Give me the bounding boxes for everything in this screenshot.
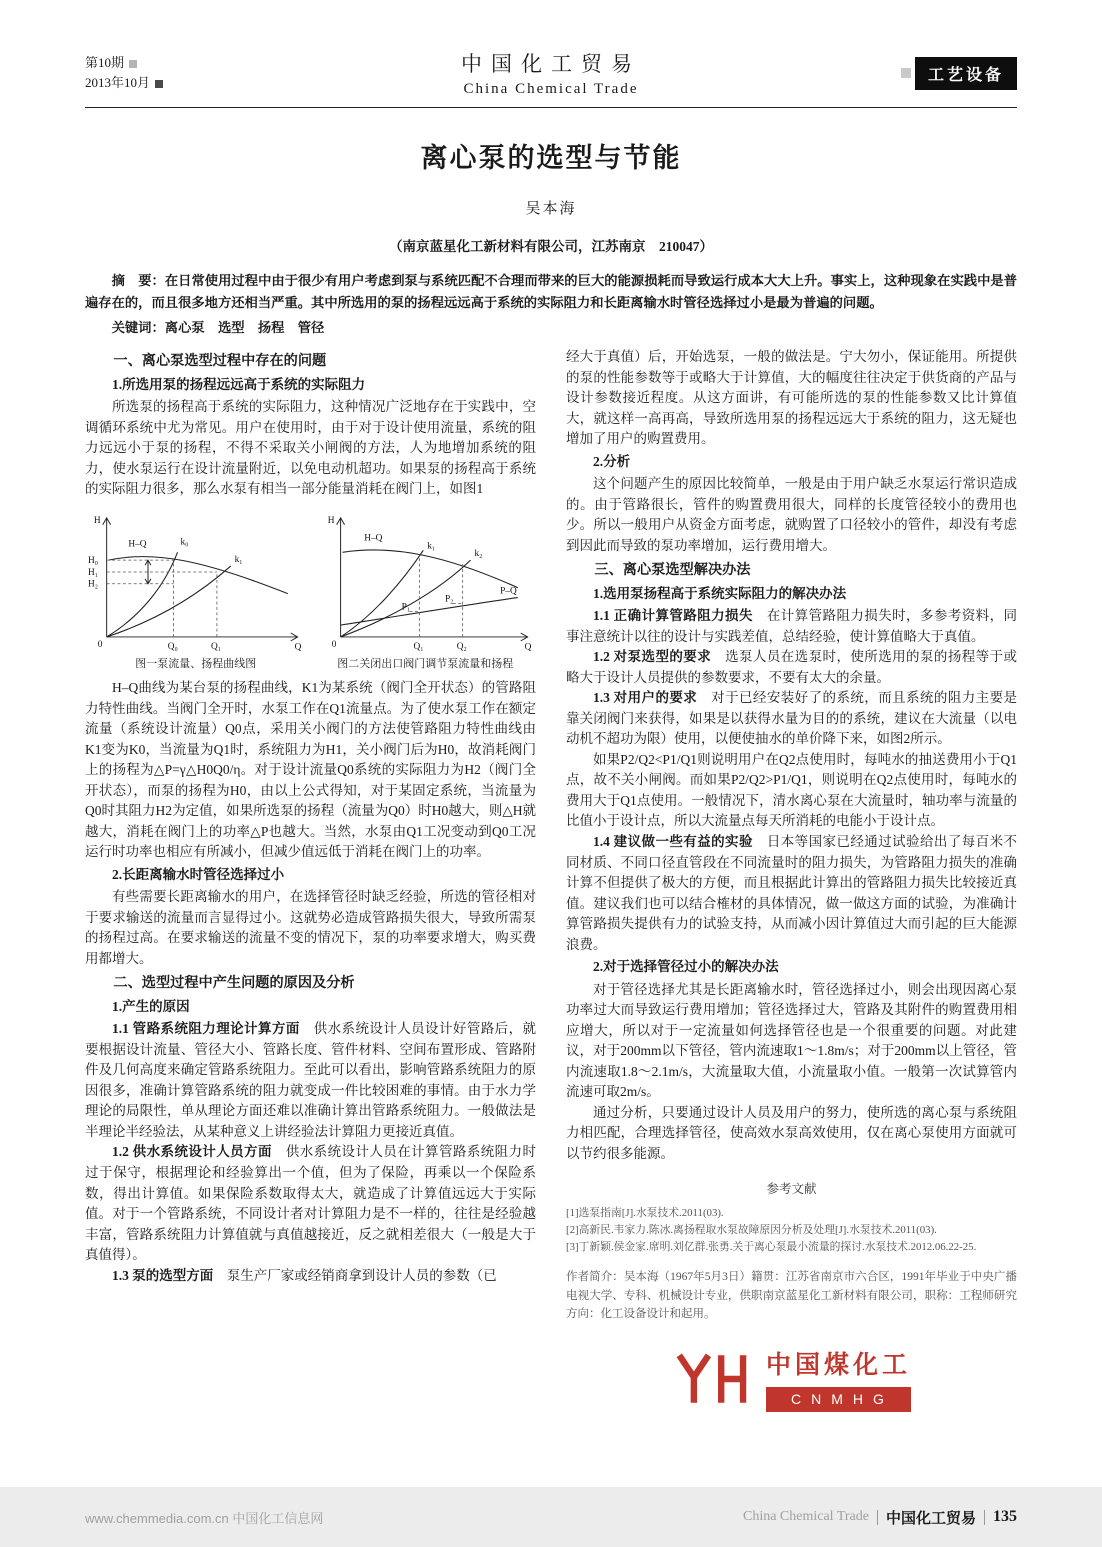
paragraph: 有些需要长距离输水的用户，在选择管径时缺乏经验，所选的管径相对于要求输送的流量而言显得过小。这就势必造成管路损失很大，导致所需泵的扬程过高。在要求输送的流量不变的情况下，泵的功率要求增大，购买费用都增大。 [85,889,536,966]
paragraph-lead: 1.1 正确计算管路阻力损失 [593,608,753,624]
figure-2 [315,507,537,673]
keywords-text: 离心泵 选型 扬程 管径 [164,320,325,336]
hq-curve [342,550,517,588]
abstract [85,270,1017,313]
article-title: 离心泵的选型与节能 [420,143,682,173]
paragraph [85,1266,536,1287]
paragraph-lead: 1.2 对泵选型的要求 [593,649,712,665]
section-heading-2: 二、选型过程中产生问题的原因及分析 [113,975,355,992]
paragraph-lead: 1.1 管路系统阻力理论计算方面 [112,1021,300,1037]
decor-square-icon [129,60,137,68]
figures-row [85,507,536,673]
origin-label: 0 [331,639,336,650]
tick-label-q0: Q₀ [167,641,178,652]
sub-heading-3-2: 2.对于选择管径过小的解决办法 [593,959,779,975]
paragraph-lead: 1.3 对用户的要求 [593,690,698,706]
figure-2-plot [315,507,537,657]
decor-square-icon [901,68,911,78]
tick-label-h1: H₁ [87,567,98,578]
curve-label-k1: k₁ [234,554,243,565]
paragraph-text: 供水系统设计人员设计好管路后，就要根据设计流量、管径大小、管路长度、管件材料、空间布置形成、管路附件及几何高度来确定管路系统阻力。至此可以看出，影响管路系统阻力的原因很多，准确计算管路系统的阻力就变成一件比较困难的事情。由于水力学理论的局限性，单从理论方面还难以准确计算出管路系统阻力。一般做法是半理论半经验法，从某种意义上讲经验法计算阻力更接近真值。 [85,1021,537,1139]
paragraph [566,832,1017,955]
sub-heading-analysis: 2.分析 [593,453,631,469]
abstract-text: 在日常使用过程中由于很少有用户考虑到泵与系统匹配不合理而带来的巨大的能源损耗而导致运行成本大大上升。事实上，这种现象在实践中是普遍存在的，而且很多地方还相当严重。其中所选用的泵的扬程远远高于系统的实际阻力和长距离输水时管径选择过小是最为普遍的问题。 [85,273,1018,310]
figure-1-caption: 图一泵流量、扬程曲线图 [135,658,257,671]
curve-label-k1: k₁ [426,541,435,552]
paragraph [566,647,1017,688]
references-title: 参考文献 [766,1182,817,1197]
sub-heading-1-1: 1.所选用泵的扬程远远高于系统的实际阻力 [112,376,366,392]
decor-square-icon [155,80,163,88]
section-heading-3: 三、离心泵选型解决办法 [594,562,751,579]
author-bio: 作者简介：吴本海（1967年5月3日）籍贯：江苏省南京市六合区，1991年毕业于中央广播电视大学、专科、机械设计专业，供职南京蓝星化工新材料有限公司，职称：工程师研究方向：化工设备设计和起用。 [566,1271,1017,1321]
paragraph: H–Q曲线为某台泵的扬程曲线，K1为某系统（阀门全开状态）的管路阻力特性曲线。当阀门全开时，水泵工作在Q1流量点。为了使水泵工作在额定流量（系统设计流量）Q0点，采用关小阀门的方法使管路阻力特性曲线由K1变为K0，当流量为Q1时，系统阻力为H1，关小阀门后为H0，故消耗阀门上的扬程为△P=γ△H0Q0/η。对于设计流量Q0系统的实际阻力为H2（阀门全开状态），而泵的扬程为H0，由以上公式得知，对于某固定系统，当流量为Q0时其阻力H2为定值，如果所选泵的扬程（流量为Q0）时H0越大，则△H就越大，消耗在阀门上的功率△P也越大。当然，水泵由Q1工况变动到Q0工况运行时功率也相应有所减小，但减少值远低于消耗在阀门上的功率。 [85,680,536,860]
column-right [566,347,1017,1412]
hq-curve [109,556,288,593]
paragraph-lead: 1.2 供水系统设计人员方面 [112,1144,272,1160]
paragraph-text: 供水系统设计人员在计算管路系统阻力时过于保守，根据理论和经验算出一个值，但为了保险，再乘以一个保险系数，得出计算值。如果保险系数取得太大，就造成了计算值远远大于实际值。对于一个管路系统，不同设计者对计算阻力是不一样的，往往是经验越丰富，管路系统阻力计算值就与真值越接近，反之就相差很大（一般是大于真值得）。 [85,1144,537,1263]
tick-label-q2: Q₂ [456,641,467,652]
section-badge-wrap [641,57,1017,90]
paragraph [566,688,1017,750]
paragraph: 通过分析，只要通过设计人员及用户的努力，使所选的离心泵与系统阻力相匹配，合理选择管径，使高效水泵高效使用，仅在离心泵使用方面就可以节约很多能源。 [566,1104,1017,1161]
header-rule [85,107,1017,108]
axis-label-q: Q [524,642,531,653]
column-left [85,347,536,1412]
paragraph: 对于管径选择尤其是长距离输水时，管径选择过小，则会出现因离心泵功率过大而导致运行费用增加；管径选择过大，管路及其附件的购置费用相应增大，所以对于一定流量如何选择管径也是一个很重要的问题。对此建议，对于200mm以下管径，管内流速取1～1.8m/s；对于200mm以上管径，管内流速取1.8～2.1m/s，大流量取大值，小流量取小值。一般第一次试算管内流速可取2m/s。 [566,981,1017,1100]
footer-journal-en: China Chemical Trade [742,1509,869,1524]
journal-title-cn: 中国化工贸易 [461,52,641,76]
paragraph [85,1142,536,1265]
footer-site: www.chemmedia.com.cn 中国化工信息网 [85,1510,324,1526]
figure-1-plot [85,507,307,657]
origin-label: 0 [97,639,103,650]
k1-curve [340,550,423,637]
axis-label-q: Q [294,642,302,653]
tick-label-h2: H₂ [87,579,98,590]
reference-item: [3]丁新颖.侯金家.席明.刘亿群.张勇.关于离心泵最小流量的探讨.水泵技术.2012.06.22-25. [566,1240,977,1253]
cnmhg-logo [566,1346,1017,1412]
page-header [85,48,1017,98]
footer-journal [743,1507,1017,1528]
sub-heading-2-1: 1.产生的原因 [112,998,190,1014]
pq-curve [340,597,517,625]
page-number: 135 [993,1508,1017,1525]
paragraph: 所选泵的扬程高于系统的实际阻力，这种情况广泛地存在于实践中，空调循环系统中尤为常见。用户在使用时，由于对于设计使用流量，系统的阻力远远小于泵的扬程，不得不采取关小闸阀的方法，人为地增加系统的阻力，使水泵运行在设计流量附近，以免电动机超功。如果泵的扬程高于系统的实际阻力很多，那么水泵有相当一部分能量消耗在阀门上，如图1 [85,399,536,497]
footer-divider [877,1510,878,1525]
paragraph-lead: 1.4 建议做一些有益的实验 [593,833,753,849]
k0-curve [107,552,178,637]
author-name: 吴本海 [525,201,577,217]
paragraph-text: 泵生产厂家或经销商拿到设计人员的参数（已 [213,1267,497,1283]
footer-divider [984,1510,985,1525]
logo-name-cn: 中国煤化工 [765,1350,911,1379]
axis-label-h: H [327,515,335,526]
issue-date: 2013年10月 [85,75,151,90]
point-label-p2: P₂ [444,594,453,605]
paragraph [85,1019,536,1142]
paragraph: 这个问题产生的原因比较简单，一般是由于用户缺乏水泵运行常识造成的。由于管路很长，管件的购置费用很大，同样的长度管径较小的费用也少。所以一般用户从资金方面考虑，就购置了口径较小的管件，却没有考虑到因此而导致的泵功率增加，运行费用增大。 [566,476,1017,553]
paragraph-text: 日本等国家已经通过试验给出了每百米不同材质、不同口径直管段在不同流量时的阻力损失，为管路阻力损失的准确计算不但提供了极大的方便，而且根据此计算出的管路阻力损失比较接近真值。建议我们也可以结合榷材的具体情况，做一做这方面的试验，为准确计算管路损失提供有力的试验支持，从而减小因计算值过大而引起的巨大能源浪费。 [566,833,1018,952]
tick-label-q1: Q₁ [211,641,222,652]
reference-item: [2]高新民.韦家力.陈冰.离扬程取水泵故障原因分析及处理[J].水泵技术.2011(03). [566,1223,937,1236]
figure-2-caption: 图二关闭出口阀门调节泵流量和扬程 [337,658,514,671]
body-columns [85,347,1017,1412]
paragraph-text: 在计算管路阻力损失时，多参考资料，同事注意统计以往的设计与实践差值，总结经验，使计算值略大于真值。 [566,608,1018,644]
paragraph: 经大于真值）后，开始选泵，一般的做法是。宁大勿小，保证能用。所提供的泵的性能参数等于或略大于计算值，大的幅度往往决定于供货商的产品与设计参数接近程度。从这方面讲，有可能所选的泵的性能参数又比计算值大，就这样一高再高，导致所选用泵的扬程远远大于系统的阻力，这无疑也增加了用户的购置费用。 [566,349,1017,447]
curve-label-hq: H–Q [363,533,382,544]
point-label-p1: P₁ [401,602,410,613]
footer-journal-cn: 中国化工贸易 [885,1510,976,1527]
abstract-label: 摘 要： [111,273,165,288]
paragraph-lead: 1.3 泵的选型方面 [112,1267,214,1283]
figure-1 [85,507,307,673]
paragraph [566,606,1017,647]
sub-heading-1-2: 2.长距离输水时管径选择过小 [112,866,285,882]
page-footer [0,1487,1102,1547]
keywords [85,317,1017,336]
affiliation: （南京蓝星化工新材料有限公司，江苏南京 210047） [389,239,713,254]
paragraph-text: 对于已经安装好了的系统，而且系统的阻力主要是靠关闭阀门来获得，如果是以获得水量为目的的系统，建议在大流量（以电动机不超功为限）使用，以便使抽水的单价降下来，如图2所示。 [566,690,1018,747]
paragraph-text: 选泵人员在选泵时，使所选用的泵的扬程等于或略大于设计人员提供的参数要求，不要有太大的余量。 [566,649,1018,685]
sub-heading-3-1: 1.选用泵扬程高于系统实际阻力的解决办法 [593,585,847,601]
section-heading-1: 一、离心泵选型过程中存在的问题 [113,353,327,370]
issue-info [85,53,461,93]
reference-item: [1]选泵指南[J].水泵技术.2011(03). [566,1207,724,1220]
paragraph: 如果P2/Q2<P1/Q1则说明用户在Q2点使用时，每吨水的抽送费用小于Q1点，故不关小闸阀。而如果P2/Q2>P1/Q1，则说明在Q2点使用时，每吨水的费用大于Q1点使用。一般情况下，清水离心泵在大流量时，轴功率与流量的比值小于设计点，所以大流量点每天所消耗的电能小于设计点。 [566,751,1017,829]
curve-label-pq: P–Q [499,586,517,597]
journal-title-en: China Chemical Trade [463,81,639,97]
tick-label-q1: Q₁ [412,641,423,652]
curve-label-k0: k₀ [180,537,189,548]
issue-number: 第10期 [85,54,125,70]
section-badge: 工艺设备 [915,57,1017,90]
keywords-label: 关键词： [111,320,165,336]
journal-title [461,48,641,98]
k1-curve [107,566,231,637]
curve-label-k2: k₂ [473,548,482,559]
cnmhg-logo-mark-icon [672,1349,754,1409]
axis-label-h: H [93,515,101,526]
cnmhg-logo-text [766,1346,911,1412]
logo-name-en: CNMHG [766,1387,911,1412]
curve-label-hq: H–Q [128,539,147,550]
tick-label-h0: H₀ [87,555,98,566]
